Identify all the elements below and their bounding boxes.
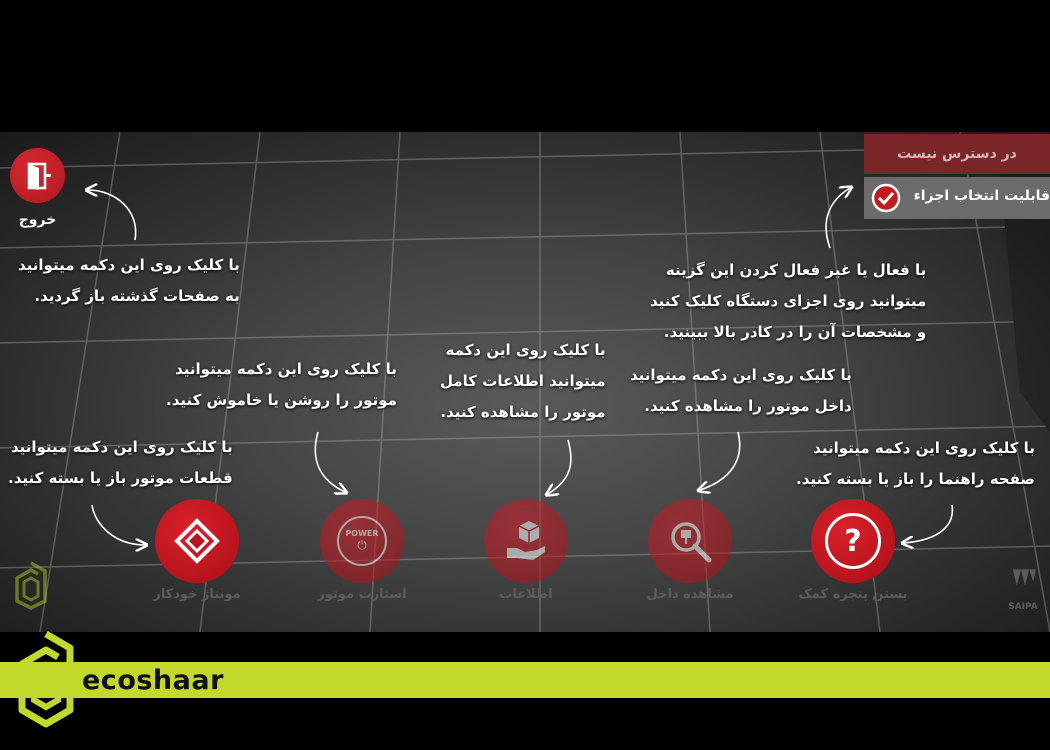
hand-box-icon	[503, 518, 549, 564]
auto-assembly-button[interactable]	[155, 499, 239, 583]
hint-inspect-line: داخل موتور را مشاهده کنید.	[644, 397, 852, 415]
hint-power-line: با کلیک روی این دکمه میتوانید	[175, 360, 397, 378]
saipa-text: SAIPA	[1008, 602, 1038, 612]
saipa-logo	[1000, 568, 1046, 612]
help-toggle-label: بستن پنجره کمک	[798, 587, 908, 602]
power-icon-text: POWER	[345, 529, 379, 538]
hint-select-line: و مشخصات آن را در کادر بالا ببینید.	[663, 323, 927, 341]
diamond-frame-icon	[172, 516, 222, 566]
info-button[interactable]	[484, 499, 568, 583]
engine-start-label: استارت موتور	[317, 587, 407, 602]
inspect-inside-label: مشاهده داخل	[646, 587, 734, 602]
hint-select-parts	[650, 255, 926, 348]
select-parts-toggle[interactable]	[864, 177, 1050, 219]
magnify-piston-icon	[667, 518, 713, 564]
hint-exit-line: با کلیک روی این دکمه میتوانید	[18, 256, 240, 274]
hint-info-line: موتور را مشاهده کنید.	[440, 403, 606, 421]
info-label: اطلاعات	[499, 587, 553, 602]
hint-assembly-line: قطعات موتور باز یا بسته کنید.	[8, 469, 233, 487]
power-icon: POWER ⏻	[337, 516, 387, 566]
check-circle-icon[interactable]	[870, 182, 902, 214]
unavailable-status: در دسترس نیست	[864, 134, 1050, 174]
hint-exit-line: به صفحات گذشته باز گردید.	[34, 287, 240, 305]
ecoshaar-small-logo-icon	[14, 560, 48, 610]
ecoshaar-logo-icon	[18, 630, 74, 728]
hint-help-line: با کلیک روی این دکمه میتوانید	[813, 439, 1035, 457]
auto-assembly-label: مونتاژ خودکار	[153, 587, 241, 602]
hint-info	[440, 335, 606, 428]
hint-assembly-line: با کلیک روی این دکمه میتوانید	[10, 438, 233, 456]
hint-info-line: با کلیک روی این دکمه	[445, 341, 606, 359]
question-icon: ?	[825, 513, 881, 569]
exit-label: خروج	[18, 212, 57, 228]
hint-inspect	[630, 360, 852, 422]
hint-select-line: با فعال یا غیر فعال کردن این گزینه	[665, 261, 927, 279]
saipa-emblem-icon	[1000, 568, 1046, 598]
help-toggle-button[interactable]	[811, 499, 895, 583]
hint-select-line: میتوانید روی اجزای دستگاه کلیک کنید	[650, 292, 927, 310]
hint-exit	[18, 250, 240, 312]
hint-power-line: موتور را روشن یا خاموش کنید.	[166, 391, 397, 409]
hint-assembly	[8, 432, 233, 494]
bottom-black-band	[0, 698, 1050, 750]
inspect-inside-button[interactable]	[648, 499, 732, 583]
engine-start-button[interactable]	[320, 499, 404, 583]
select-parts-label: قابلیت انتخاب اجزاء	[913, 188, 1050, 204]
hint-help-line: صفحه راهنما را باز یا بسته کنید.	[796, 470, 1035, 488]
hint-help	[796, 433, 1035, 495]
exit-door-icon	[23, 161, 53, 191]
lower-black-band	[0, 632, 1050, 662]
hint-power	[166, 354, 397, 416]
hint-inspect-line: با کلیک روی این دکمه میتوانید	[630, 366, 852, 384]
hint-info-line: میتوانید اطلاعات کامل	[440, 372, 606, 390]
exit-button[interactable]	[10, 148, 65, 203]
top-band	[0, 0, 1050, 132]
brand-name: ecoshaar	[82, 665, 224, 696]
